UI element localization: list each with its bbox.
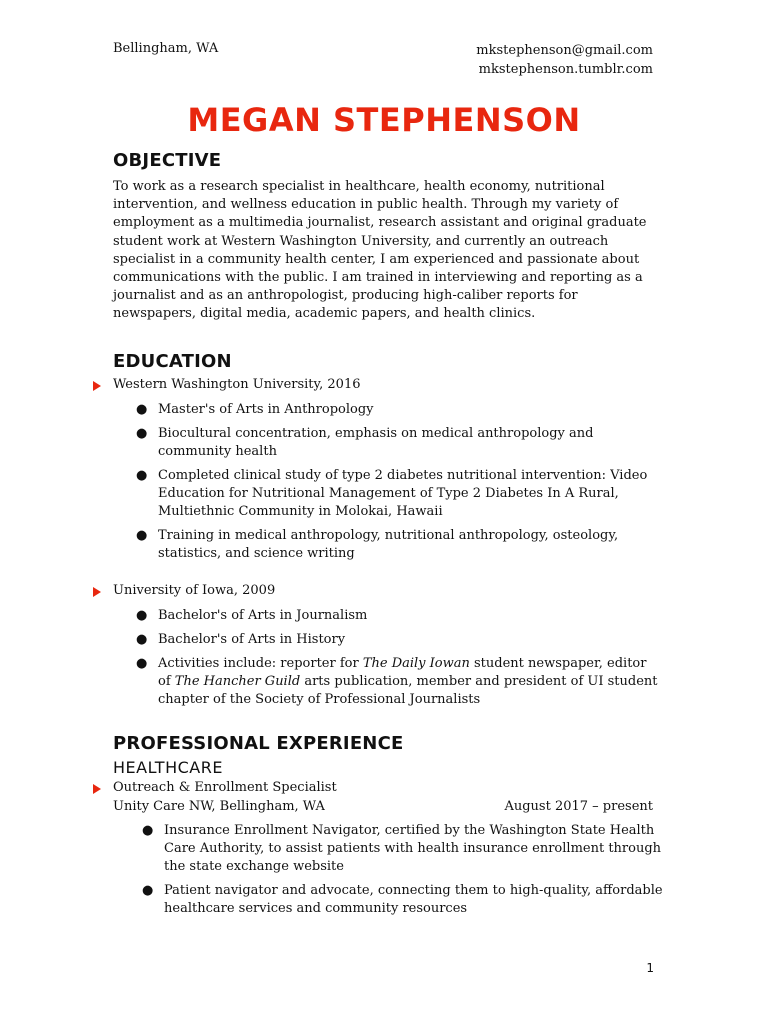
list-item: ● Patient navigator and advocate, connecting them to high-quality, affordable healthcare services and community resources [142,883,663,916]
job-dates: August 2017 – present [504,799,653,814]
bullet-dot-icon: ● [136,468,148,483]
arrow-bullet-icon [93,381,101,391]
bullet-dot-icon: ● [136,608,148,623]
experience-subheading: HEALTHCARE [113,758,223,777]
arrow-bullet-icon [93,587,101,597]
objective-heading: OBJECTIVE [113,150,222,171]
list-item: ● Master's of Arts in Anthropology [136,402,374,417]
list-item: ● Training in medical anthropology, nutritional anthropology, osteology, statistics, and science writing [136,528,619,561]
list-item: ● Completed clinical study of type 2 diabetes nutritional intervention: Video Education for Nutritional Management of Type 2 Diabetes In A Rural, Multiethnic Community in Molokai, Hawaii [136,468,648,519]
school-details-list [131,607,661,715]
contact-email: mkstephenson@gmail.com [476,43,653,58]
publication-title: The Hancher Guild [174,674,301,689]
contact-location: Bellingham, WA [113,41,219,56]
bullet-dot-icon: ● [136,656,148,671]
bullet-dot-icon: ● [136,528,148,543]
list-item: ● Bachelor's of Arts in Journalism [136,608,368,623]
objective-text: To work as a research specialist in healthcare, health economy, nutritional intervention, and wellness education in public health. Through my variety of employment as a multimedia journalist, research assistant and original graduate student work at Western Washington University, and currently an outreach specialist in a community health center, I am experienced and passionate about communications with the public. I am trained in interviewing and reporting as a journalist and as an anthropologist, producing high-caliber reports for newspapers, digital media, academic papers, and health clinics. [113,179,647,322]
list-item: ● Activities include: reporter for The Daily Iowan student newspaper, editor of The Hancher Guild arts publication, member and president of UI student chapter of the Society of Professional Journalists [136,656,658,707]
education-heading: EDUCATION [113,351,232,372]
bullet-dot-icon: ● [136,402,148,417]
job-duties-list [137,822,667,924]
school-name: Western Washington University, 2016 [113,377,361,392]
contact-website: mkstephenson.tumblr.com [478,62,653,77]
school-name: University of Iowa, 2009 [113,583,276,598]
arrow-bullet-icon [93,784,101,794]
bullet-dot-icon: ● [136,426,148,441]
school-details-list [131,401,661,569]
newspaper-title: The Daily Iowan [362,656,470,671]
list-item: ● Insurance Enrollment Navigator, certified by the Washington State Health Care Authority, to assist patients with health insurance enrollment through the state exchange website [142,823,662,874]
resume-name: MEGAN STEPHENSON [187,101,581,139]
list-item: ● Bachelor's of Arts in History [136,632,346,647]
page-number: 1 [646,961,654,975]
contact-block [476,41,653,79]
bullet-dot-icon: ● [142,883,154,898]
experience-heading: PROFESSIONAL EXPERIENCE [113,733,404,754]
job-employer: Unity Care NW, Bellingham, WA [113,799,325,814]
list-item: ● Biocultural concentration, emphasis on medical anthropology and community health [136,426,594,459]
bullet-dot-icon: ● [142,823,154,838]
bullet-dot-icon: ● [136,632,148,647]
job-title: Outreach & Enrollment Specialist [113,780,337,795]
